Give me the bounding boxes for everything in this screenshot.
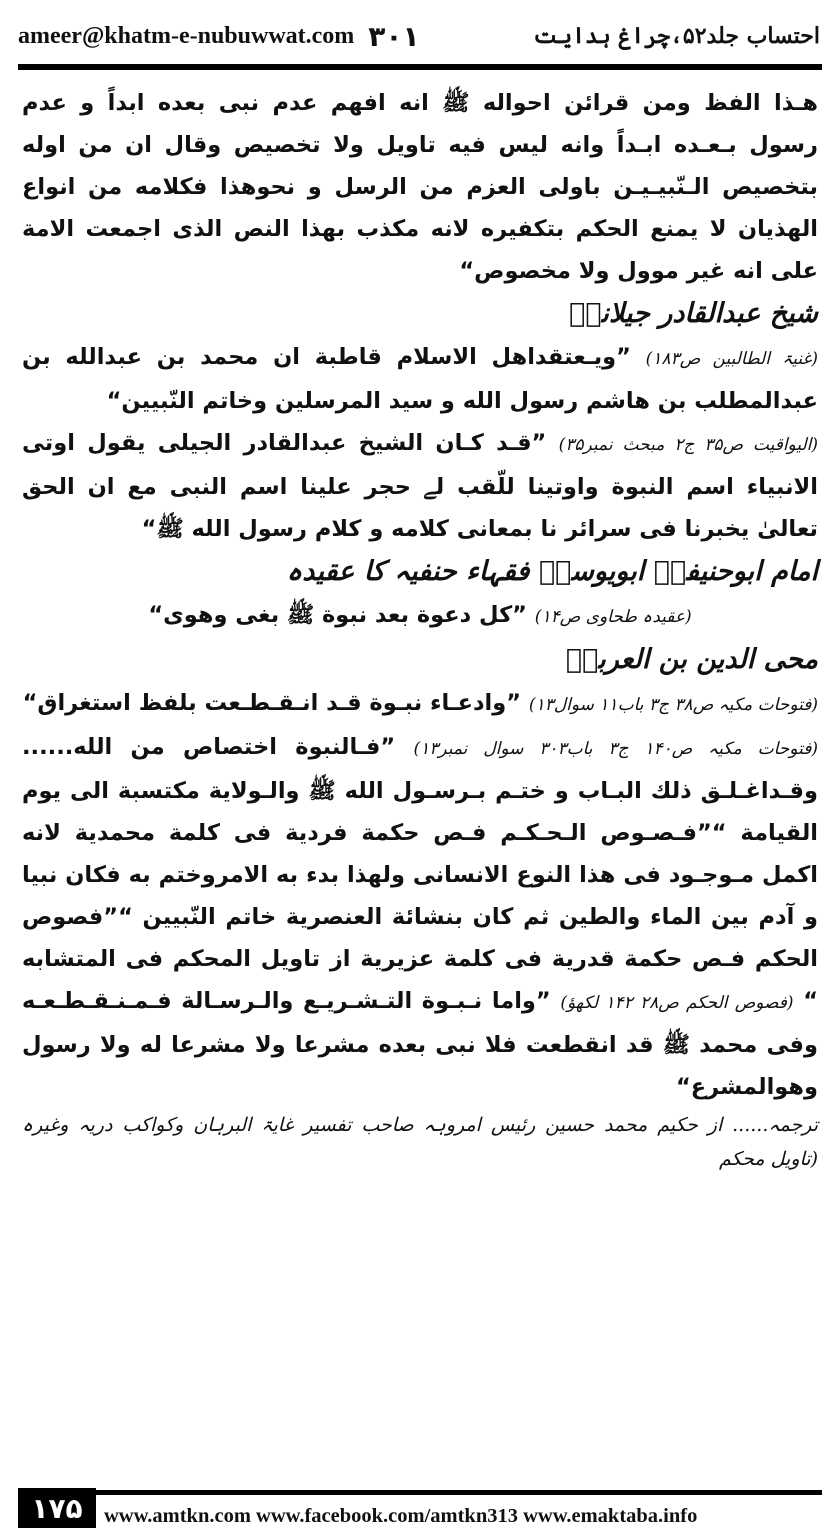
running-title: احتساب جلد۵۲،چراغ ہدایت bbox=[533, 23, 820, 49]
header-rule bbox=[18, 64, 822, 70]
header-email: ameer@khatm-e-nubuwwat.com bbox=[18, 22, 355, 49]
heading-abu-hanifa: امام ابوحنیفہؒ ابویوسفؒ فقہاء حنفیہ کا عقیدہ bbox=[286, 556, 818, 587]
reference-1: (غنیۃ الطالبین ص۱۸۳) bbox=[645, 349, 818, 369]
reference-6: (فصوص الحکم ص۲۸ ۱۴۲ لکھؤ) bbox=[560, 993, 794, 1013]
page-footer bbox=[18, 1486, 822, 1530]
quote-3: ”قـد كـان الشيخ عبدالقادر الجيلى يقول اوتى الانبياء اسم النبوة واوتينا للّقب لے حجر علينا اسم النبى مع ان الحق تعالىٰ يخبرنا فى سرائر نا بمعانى كلامه و كلام رسول الله ﷺ“ bbox=[22, 430, 818, 542]
page-header bbox=[18, 14, 820, 58]
header-page-number: ۳۰۱ bbox=[368, 19, 420, 53]
heading-abdul-qadir: شیخ عبدالقادر جیلانیؒ bbox=[569, 298, 818, 329]
reference-4: (فتوحات مکیہ ص۳۸ ج۳ باب۱۱ سوال۱۳) bbox=[528, 695, 818, 715]
translation-note: ترجمہ...... از حکیم محمد حسین رئیس امروہہ صاحب تفسیر غایۃ البرہان وکواکب دریہ وغیرہ (تاویل محکم bbox=[22, 1114, 818, 1170]
footer-rule bbox=[96, 1490, 822, 1495]
footer-right bbox=[96, 1488, 822, 1528]
quote-4: ”كل دعوة بعد نبوة ﷺ بغى وهوى“ bbox=[148, 602, 527, 628]
reference-5: (فتوحات مکیہ ص۱۴۰ ج۳ باب۳۰۳ سوال نمبر۱۳) bbox=[413, 739, 818, 759]
quote-7: ”واما نـبـوة التـشـريـع والـرسـالة فـمـنـقـطـعـه وفى محمد ﷺ قد انقطعت فلا نبى بعده مشرعا ولا مشرعا له ولا رسول وهوالمشرع“ bbox=[22, 988, 818, 1100]
quote-5: ”وادعـاء نبـوة قـد انـقـطـعت بلفظ استغراق“ bbox=[22, 690, 522, 716]
quote-2: ”ويـعتقداهل الاسلام قاطبة ان محمد بن عبدالله بن عبدالمطلب بن هاشم رسول الله و سيد المرسلين وخاتم النّبيين“ bbox=[22, 344, 818, 414]
header-left bbox=[18, 20, 420, 53]
paragraph-5 bbox=[22, 682, 818, 726]
footer-urls: www.amtkn.com www.facebook.com/amtkn313 www.emaktaba.info bbox=[104, 1505, 698, 1527]
paragraph-2 bbox=[22, 336, 818, 422]
reference-3: (عقیدہ طحاوی ص۱۴) bbox=[534, 607, 692, 627]
heading-ibn-arabi: محی الدین بن العربیؒ bbox=[565, 644, 818, 675]
paragraph-6 bbox=[22, 726, 818, 1108]
footer-page-number: ۱۷۵ bbox=[18, 1488, 96, 1528]
quote-6: ”فـالنبوة اختصاص من الله...... وقـداغـلـق ذلك البـاب و ختـم بـرسـول الله ﷺ والـولاية مكتسبة الى يوم القيامة “”فـصـوص الـحـكـم فـص حكمة فردية فى كلمة محمدية لانه اكمل مـوجـود فى هذا النوع الانسانى ولهذا بدء به الامروختم به فكان نبيا و آدم بين الماء والطين ثم كان بنشائة العنصرية خاتم النّبيين “”فصوص الحكم فـص حكمة قدرية فى كلمة عزيرية از تاويل المحكم فى المتشابه “ bbox=[22, 734, 818, 1014]
reference-2: (الیواقیت ص۳۵ ج۲ مبحث نمبر۳۵) bbox=[558, 435, 818, 455]
page-body bbox=[22, 82, 818, 1176]
paragraph-4 bbox=[22, 594, 818, 638]
paragraph-1: هـذا الفظ ومن قرائن احواله ﷺ انه افهم عدم نبى بعده ابداً و عدم رسول بـعـده ابـداً وانه ليس فيه تاويل ولا تخصيص وقال ان من اوله بتخصيص الـنّبيـيـن باولى العزم من الرسل و نحوهذا فكلامه من انواع الهذيان لا يمنع الحكم بتكفيره لانه مكذب بهذا النص الذى اجمعت الامة على انه غير موول ولا مخصوص“ bbox=[22, 90, 818, 284]
paragraph-3 bbox=[22, 422, 818, 550]
